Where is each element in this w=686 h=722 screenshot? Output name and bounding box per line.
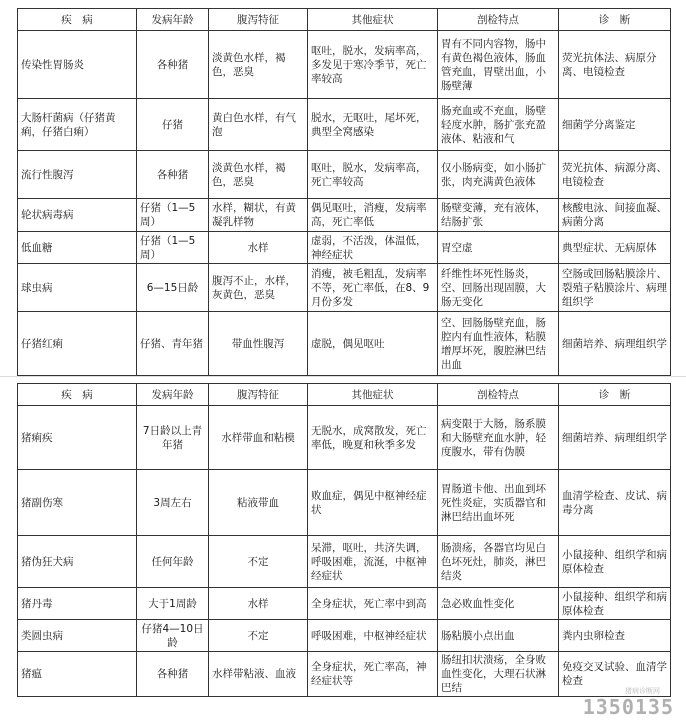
cell-diagnosis: 荧光抗体法、病原分离、电镜检查: [559, 31, 671, 99]
cell-symptoms: 呕吐，脱水，发病率高，多发见于寒冷季节，死亡率较高: [308, 31, 438, 99]
cell-diagnosis: 荧光抗体、病源分离、电镜检查: [559, 151, 671, 199]
cell-age: 7日龄以上青年猪: [137, 406, 209, 470]
cell-diagnosis: 细菌培养、病理组织学: [559, 312, 671, 376]
cell-age: 仔猪: [137, 99, 209, 151]
cell-disease: 猪伪狂犬病: [18, 536, 137, 588]
cell-disease: 猪副伤寒: [18, 470, 137, 536]
cell-necropsy: 急必败血性变化: [438, 588, 559, 620]
cell-diarrhea: 水样带粘液、血液: [209, 652, 308, 697]
cell-disease: 猪瘟: [18, 652, 137, 697]
cell-disease: 大肠杆菌病（仔猪黄痢，仔猪白痢）: [18, 99, 137, 151]
cell-diarrhea: 水样: [209, 588, 308, 620]
header-age: 发病年龄: [137, 9, 209, 31]
cell-diarrhea: 不定: [209, 536, 308, 588]
table-row: [18, 620, 671, 652]
header-symptoms: 其他症状: [308, 384, 438, 406]
cell-necropsy: 胃空虚: [438, 232, 559, 264]
cell-disease: 传染性胃肠炎: [18, 31, 137, 99]
cell-age: 仔猪（1—5周）: [137, 199, 209, 232]
cell-diarrhea: 水样带血和粘模: [209, 406, 308, 470]
table-row: [18, 312, 671, 376]
cell-symptoms: 脱水，无呕吐，尾坏死，典型全窝感染: [308, 99, 438, 151]
cell-necropsy: 肠壁变薄，充有液体，结肠扩张: [438, 199, 559, 232]
cell-necropsy: 病变限于大肠，肠系膜和大肠壁充血水肿，轻度腹水，带有伪膜: [438, 406, 559, 470]
header-diagnosis: 诊 断: [559, 9, 671, 31]
header-age: 发病年龄: [137, 384, 209, 406]
table-row: [18, 31, 671, 99]
cell-diarrhea: 淡黄色水样，褐色，恶臭: [209, 151, 308, 199]
cell-symptoms: 呕吐，脱水，发病率高，死亡率较高: [308, 151, 438, 199]
cell-diagnosis: 细菌学分离鉴定: [559, 99, 671, 151]
cell-disease: 轮状病毒病: [18, 199, 137, 232]
cell-diarrhea: 粘液带血: [209, 470, 308, 536]
cell-necropsy: 胃肠道卡他、出血到坏死性炎症，实质器官和淋巴结出血坏死: [438, 470, 559, 536]
cell-symptoms: 无脱水，成窝散发，死亡率低，晚夏和秋季多发: [308, 406, 438, 470]
header-necropsy: 剖检特点: [438, 9, 559, 31]
cell-age: 各种猪: [137, 151, 209, 199]
cell-necropsy: 胃有不同内容物，肠中有黄色褐色液体，肠血管充血，胃壁出血，小肠壁薄: [438, 31, 559, 99]
table-row: [18, 588, 671, 620]
table-row: [18, 264, 671, 312]
cell-symptoms: 消瘦，被毛粗乱，发病率不等，死亡率低，在8、9月份多发: [308, 264, 438, 312]
cell-disease: 类圆虫病: [18, 620, 137, 652]
header-diagnosis: 诊 断: [559, 384, 671, 406]
diagnosis-table-2: [17, 383, 671, 697]
cell-necropsy: 仅小肠病变，如小肠扩张，肉充满黄色液体: [438, 151, 559, 199]
header-diarrhea: 腹泻特征: [209, 384, 308, 406]
cell-diarrhea: 不定: [209, 620, 308, 652]
cell-age: 仔猪4—10日龄: [137, 620, 209, 652]
cell-diagnosis: 小鼠接种、组织学和病原体检查: [559, 588, 671, 620]
watermark-logo: 1350135: [582, 695, 674, 719]
cell-symptoms: 全身症状，死亡率高，神经症状等: [308, 652, 438, 697]
cell-diagnosis: 小鼠接种、组织学和病原体检查: [559, 536, 671, 588]
cell-disease: 猪丹毒: [18, 588, 137, 620]
cell-age: 任何年龄: [137, 536, 209, 588]
cell-diarrhea: 黄白色水样，有气泡: [209, 99, 308, 151]
cell-symptoms: 虚弱，不活泼，体温低，神经症状: [308, 232, 438, 264]
cell-symptoms: 呆滞，呕吐，共济失调，呼吸困难，流涎，中枢神经症状: [308, 536, 438, 588]
cell-necropsy: 肠粘膜小点出血: [438, 620, 559, 652]
table-row: [18, 232, 671, 264]
cell-diagnosis: 空肠或回肠粘膜涂片、裂殖子粘膜涂片、病理组织学: [559, 264, 671, 312]
table-separator: [0, 376, 686, 377]
table-row: [18, 470, 671, 536]
cell-age: 6—15日龄: [137, 264, 209, 312]
header-diarrhea: 腹泻特征: [209, 9, 308, 31]
table-header-row: [18, 9, 671, 31]
cell-age: 各种猪: [137, 31, 209, 99]
header-symptoms: 其他症状: [308, 9, 438, 31]
cell-necropsy: 肠溃疡，各器官均见白色坏死灶，肺炎，淋巴结炎: [438, 536, 559, 588]
cell-disease: 流行性腹泻: [18, 151, 137, 199]
cell-diarrhea: 水样，糊状，有黄凝乳样物: [209, 199, 308, 232]
cell-diarrhea: 腹泻不止，水样，灰黄色，恶臭: [209, 264, 308, 312]
diagnosis-table-1: [17, 8, 671, 376]
cell-diarrhea: 淡黄色水样，褐色，恶臭: [209, 31, 308, 99]
cell-disease: 球虫病: [18, 264, 137, 312]
header-necropsy: 剖检特点: [438, 384, 559, 406]
cell-symptoms: 呼吸困难，中枢神经症状: [308, 620, 438, 652]
cell-symptoms: 全身症状，死亡率中到高: [308, 588, 438, 620]
table-row: [18, 151, 671, 199]
header-disease: 疾 病: [18, 384, 137, 406]
table-row: [18, 99, 671, 151]
table-row: [18, 406, 671, 470]
cell-necropsy: 肠纽扣状溃疡，全身败血性变化，大理石状淋巴结: [438, 652, 559, 697]
cell-disease: 低血糖: [18, 232, 137, 264]
cell-necropsy: 空、回肠肠壁充血，肠腔内有血性液体，粘膜增厚坏死，腹腔淋巴结出血: [438, 312, 559, 376]
header-disease: 疾 病: [18, 9, 137, 31]
watermark-small: 猪病诊断网: [625, 687, 660, 695]
cell-age: 3周左右: [137, 470, 209, 536]
cell-diagnosis: 细菌培养、病理组织学: [559, 406, 671, 470]
cell-diagnosis: 免疫交叉试验、血清学检查: [559, 652, 671, 697]
cell-age: 仔猪、青年猪: [137, 312, 209, 376]
cell-disease: 仔猪红痢: [18, 312, 137, 376]
cell-age: 大于1周龄: [137, 588, 209, 620]
cell-necropsy: 纤维性坏死性肠炎，空、回肠出现固膜，大肠无变化: [438, 264, 559, 312]
cell-disease: 猪痢疾: [18, 406, 137, 470]
cell-diagnosis: 血清学检查、皮试、病毒分离: [559, 470, 671, 536]
cell-diarrhea: 带血性腹泻: [209, 312, 308, 376]
cell-necropsy: 肠充血或不充血，肠壁轻度水肿，肠扩张充盈液体、粘液和气: [438, 99, 559, 151]
cell-diagnosis: 典型症状、无病原体: [559, 232, 671, 264]
cell-diarrhea: 水样: [209, 232, 308, 264]
table-row: [18, 199, 671, 232]
table-row: [18, 652, 671, 697]
cell-age: 仔猪（1—5周）: [137, 232, 209, 264]
table-header-row: [18, 384, 671, 406]
cell-age: 各种猪: [137, 652, 209, 697]
cell-symptoms: 败血症，偶见中枢神经症状: [308, 470, 438, 536]
cell-symptoms: 虚脱，偶见呕吐: [308, 312, 438, 376]
table-row: [18, 536, 671, 588]
cell-symptoms: 偶见呕吐，消瘦，发病率高，死亡率低: [308, 199, 438, 232]
cell-diagnosis: 粪内虫卵检查: [559, 620, 671, 652]
cell-diagnosis: 核酸电泳、间接血凝、病菌分离: [559, 199, 671, 232]
